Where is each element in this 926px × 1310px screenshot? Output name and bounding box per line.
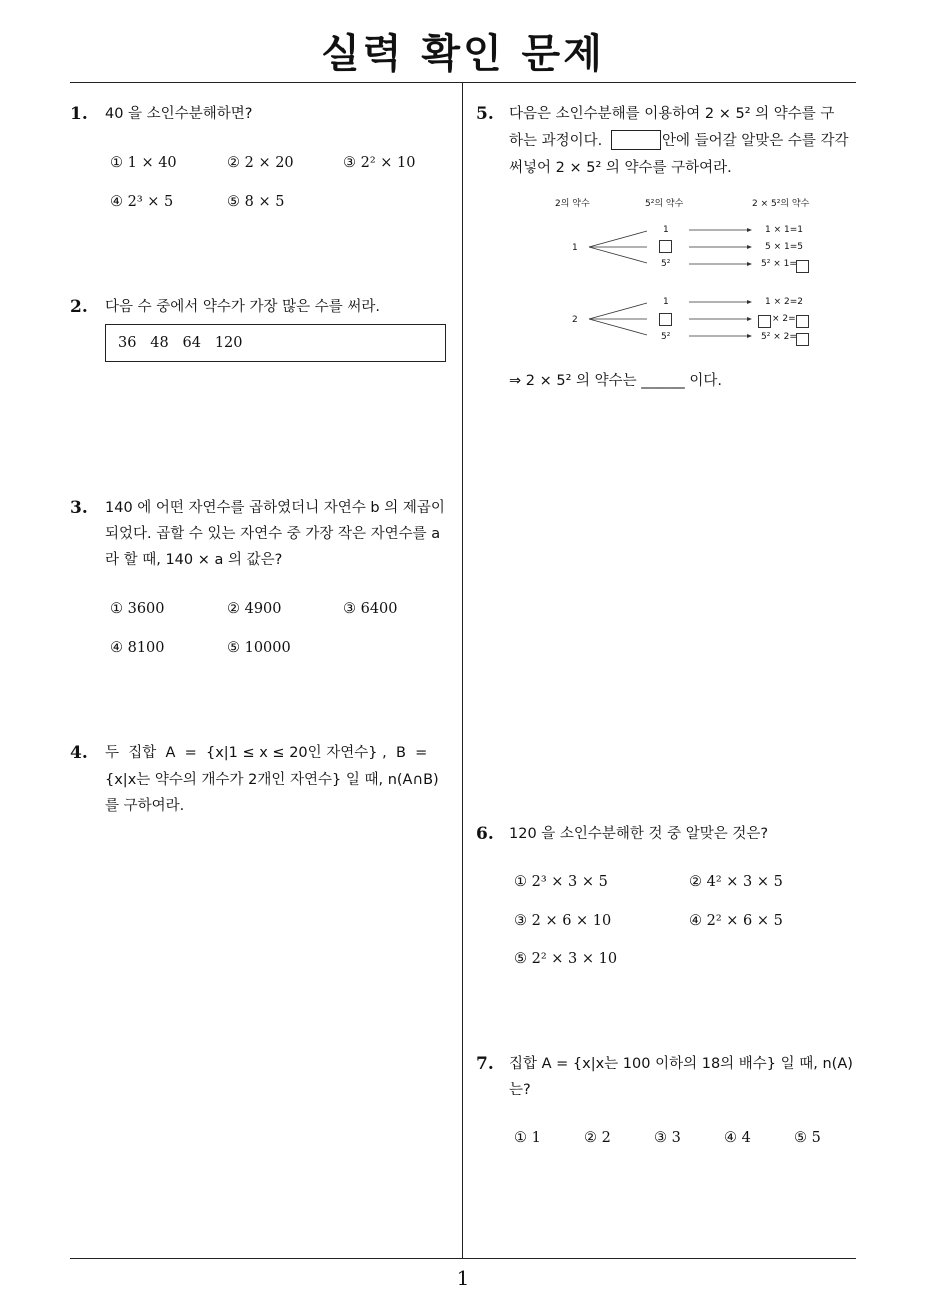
question-6-choice-4[interactable]: ④ 2² × 6 × 5 [689, 913, 783, 929]
question-3-line-1: 140 에 어떤 자연수를 곱하였더니 자연수 b 의 제곱이 [105, 500, 445, 516]
diagram-right-blank-1 [796, 260, 809, 273]
question-3-choice-4[interactable]: ④ 8100 [110, 640, 165, 656]
question-7-choice-4[interactable]: ④ 4 [724, 1130, 751, 1146]
question-3-choice-3[interactable]: ③ 6400 [343, 601, 398, 617]
question-6-choice-5[interactable]: ⑤ 2² × 3 × 10 [514, 951, 618, 967]
question-3-line-2: 되었다. 곱할 수 있는 자연수 중 가장 작은 자연수를 a [105, 526, 441, 542]
diagram-right-5: × 2= [772, 314, 796, 324]
question-4-line-2: {x|x는 약수의 개수가 2개인 자연수} 일 때, n(A∩B) [105, 772, 439, 788]
question-3-choice-5[interactable]: ⑤ 10000 [227, 640, 291, 656]
diagram-right-blank-2b [796, 315, 809, 328]
question-3-line-3: 라 할 때, 140 × a 의 값은? [105, 552, 283, 568]
diagram-header-product: 2 × 5²의 약수 [752, 199, 810, 209]
question-5-line-3: 써넣어 2 × 5² 의 약수를 구하여라. [509, 160, 732, 176]
question-3-choice-2[interactable]: ② 4900 [227, 601, 282, 617]
question-5-blank-box [611, 130, 661, 150]
bottom-rule [70, 1258, 856, 1259]
question-4-line-1: 두 집합 A = {x|1 ≤ x ≤ 20인 자연수} , B = [105, 745, 428, 761]
question-6-choice-3[interactable]: ③ 2 × 6 × 10 [514, 913, 612, 929]
diagram-header-2: 2의 약수 [555, 199, 590, 209]
question-5-answer-line: ⇒ 2 × 5² 의 약수는 ______ 이다. [509, 373, 722, 389]
question-1-choice-2[interactable]: ② 2 × 20 [227, 155, 294, 171]
diagram-right-3: 5² × 1= [761, 259, 797, 269]
diagram-left-2: 2 [572, 315, 578, 325]
column-divider [462, 83, 463, 1258]
diagram-mid-blank-2 [659, 313, 672, 326]
diagram-right-4: 1 × 2=2 [765, 297, 803, 307]
diagram-mid-5sq-2: 5² [661, 332, 671, 342]
question-4-line-3: 를 구하여라. [105, 798, 185, 814]
question-1-choice-3[interactable]: ③ 2² × 10 [343, 155, 416, 171]
question-2-number-box [105, 324, 446, 362]
question-6-number: 6. [476, 824, 494, 844]
question-2-numbers: 36 48 64 120 [118, 335, 243, 351]
question-5-line-2b: 안에 들어갈 알맞은 수를 각각 [662, 133, 849, 149]
diagram-lines [585, 220, 815, 350]
diagram-mid-5sq-1: 5² [661, 259, 671, 269]
question-5-line-2a: 하는 과정이다. [509, 133, 603, 149]
question-5-line-1: 다음은 소인수분해를 이용하여 2 × 5² 의 약수를 구 [509, 106, 835, 122]
page-title: 실력 확인 문제 [321, 31, 605, 77]
question-1-choice-5[interactable]: ⑤ 8 × 5 [227, 194, 285, 210]
question-5-number: 5. [476, 104, 494, 124]
question-7-choice-3[interactable]: ③ 3 [654, 1130, 681, 1146]
question-4-number: 4. [70, 743, 88, 763]
question-1-text: 40 을 소인수분해하면? [105, 106, 253, 122]
question-6-choice-2[interactable]: ② 4² × 3 × 5 [689, 874, 783, 890]
diagram-right-blank-2a [758, 315, 771, 328]
question-7-choice-1[interactable]: ① 1 [514, 1130, 541, 1146]
question-7-number: 7. [476, 1054, 494, 1074]
diagram-mid-1: 1 [663, 225, 669, 235]
question-6-text: 120 을 소인수분해한 것 중 알맞은 것은? [509, 826, 769, 842]
diagram-right-blank-3 [796, 333, 809, 346]
diagram-header-5sq: 5²의 약수 [645, 199, 684, 209]
diagram-left-1: 1 [572, 243, 578, 253]
diagram-mid-3: 1 [663, 297, 669, 307]
top-rule [70, 82, 856, 83]
question-3-number: 3. [70, 498, 88, 518]
question-7-line-2: 는? [509, 1082, 531, 1098]
diagram-right-6: 5² × 2= [761, 332, 797, 342]
question-7-choice-2[interactable]: ② 2 [584, 1130, 611, 1146]
question-2-number: 2. [70, 297, 88, 317]
question-7-line-1: 집합 A = {x|x는 100 이하의 18의 배수} 일 때, n(A) [509, 1056, 853, 1072]
question-7-choice-5[interactable]: ⑤ 5 [794, 1130, 821, 1146]
question-6-choice-1[interactable]: ① 2³ × 3 × 5 [514, 874, 608, 890]
diagram-mid-blank-1 [659, 240, 672, 253]
question-1-choice-4[interactable]: ④ 2³ × 5 [110, 194, 174, 210]
diagram-right-2: 5 × 1=5 [765, 242, 803, 252]
page-number: 1 [456, 1266, 470, 1290]
question-1-choice-1[interactable]: ① 1 × 40 [110, 155, 177, 171]
question-2-text: 다음 수 중에서 약수가 가장 많은 수를 써라. [105, 299, 380, 315]
question-1-number: 1. [70, 104, 88, 124]
diagram-right-1: 1 × 1=1 [765, 225, 803, 235]
question-3-choice-1[interactable]: ① 3600 [110, 601, 165, 617]
